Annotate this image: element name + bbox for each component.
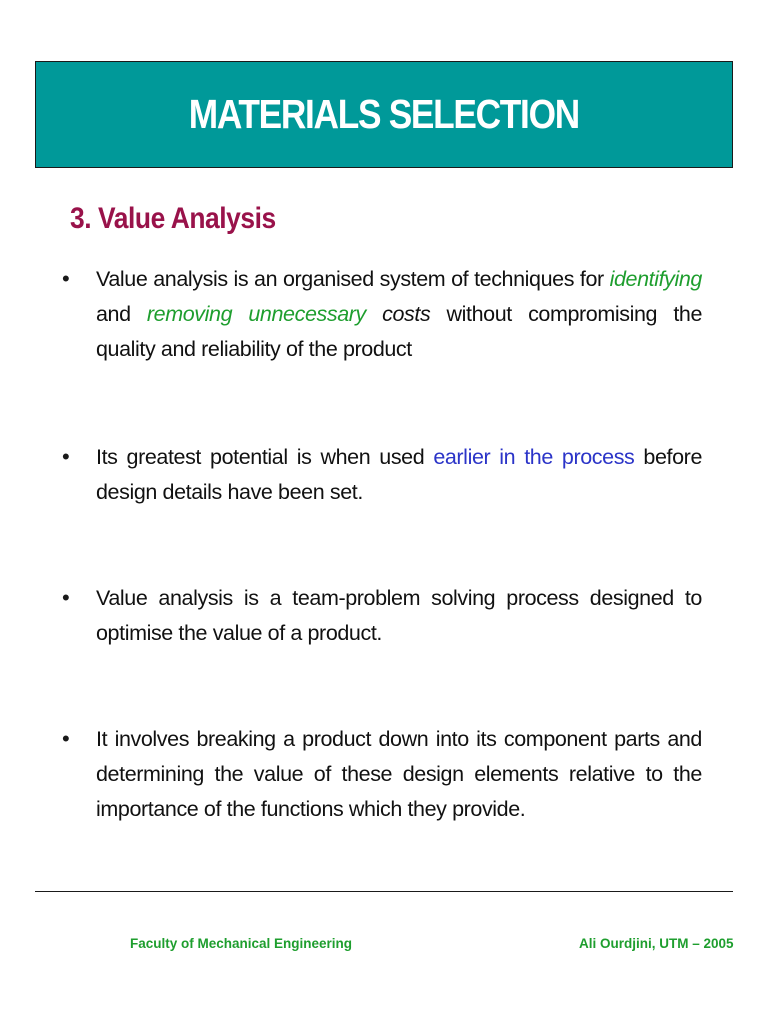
bullet-run: Value analysis is a team-problem solving process designed to optimise the value of a product. xyxy=(96,586,702,645)
bullet-run: Its greatest potential is when used xyxy=(96,445,434,469)
bullet-text xyxy=(96,581,702,651)
bullet-emphasis: identifying xyxy=(609,267,702,291)
bullet-run: before design details have been set. xyxy=(96,445,702,504)
bullet-text xyxy=(96,722,702,827)
footer-faculty: Faculty of Mechanical Engineering xyxy=(130,936,353,951)
bullet-dot-icon: • xyxy=(62,726,70,751)
bullet-emphasis: removing unnecessary xyxy=(146,302,366,326)
bullet-item xyxy=(62,262,702,367)
section-heading: 3. Value Analysis xyxy=(70,202,276,235)
bullet-emphasis: earlier in the process xyxy=(433,445,635,469)
bullet-run: It involves breaking a product down into its component parts and determining the value of these design elements relative to the importance of the functions which they provide. xyxy=(96,727,702,821)
bullet-text xyxy=(96,440,702,510)
bullet-item xyxy=(62,440,702,510)
footer-divider xyxy=(35,891,733,892)
bullet-run: Value analysis is an organised system of techniques for xyxy=(96,267,610,291)
bullet-item xyxy=(62,722,702,827)
bullet-text xyxy=(96,262,702,367)
bullet-run: without compromising the quality and reliability of the product xyxy=(96,302,703,361)
slide-title: MATERIALS SELECTION xyxy=(188,91,580,137)
title-band xyxy=(35,61,733,168)
bullet-dot-icon: • xyxy=(62,585,70,610)
bullet-run xyxy=(366,302,382,326)
bullet-dot-icon: • xyxy=(62,266,70,291)
bullet-run: and xyxy=(96,302,147,326)
footer-author: Ali Ourdjini, UTM – 2005 xyxy=(579,936,734,951)
bullet-emphasis: costs xyxy=(382,302,431,326)
bullet-dot-icon: • xyxy=(62,444,70,469)
bullet-item xyxy=(62,581,702,651)
